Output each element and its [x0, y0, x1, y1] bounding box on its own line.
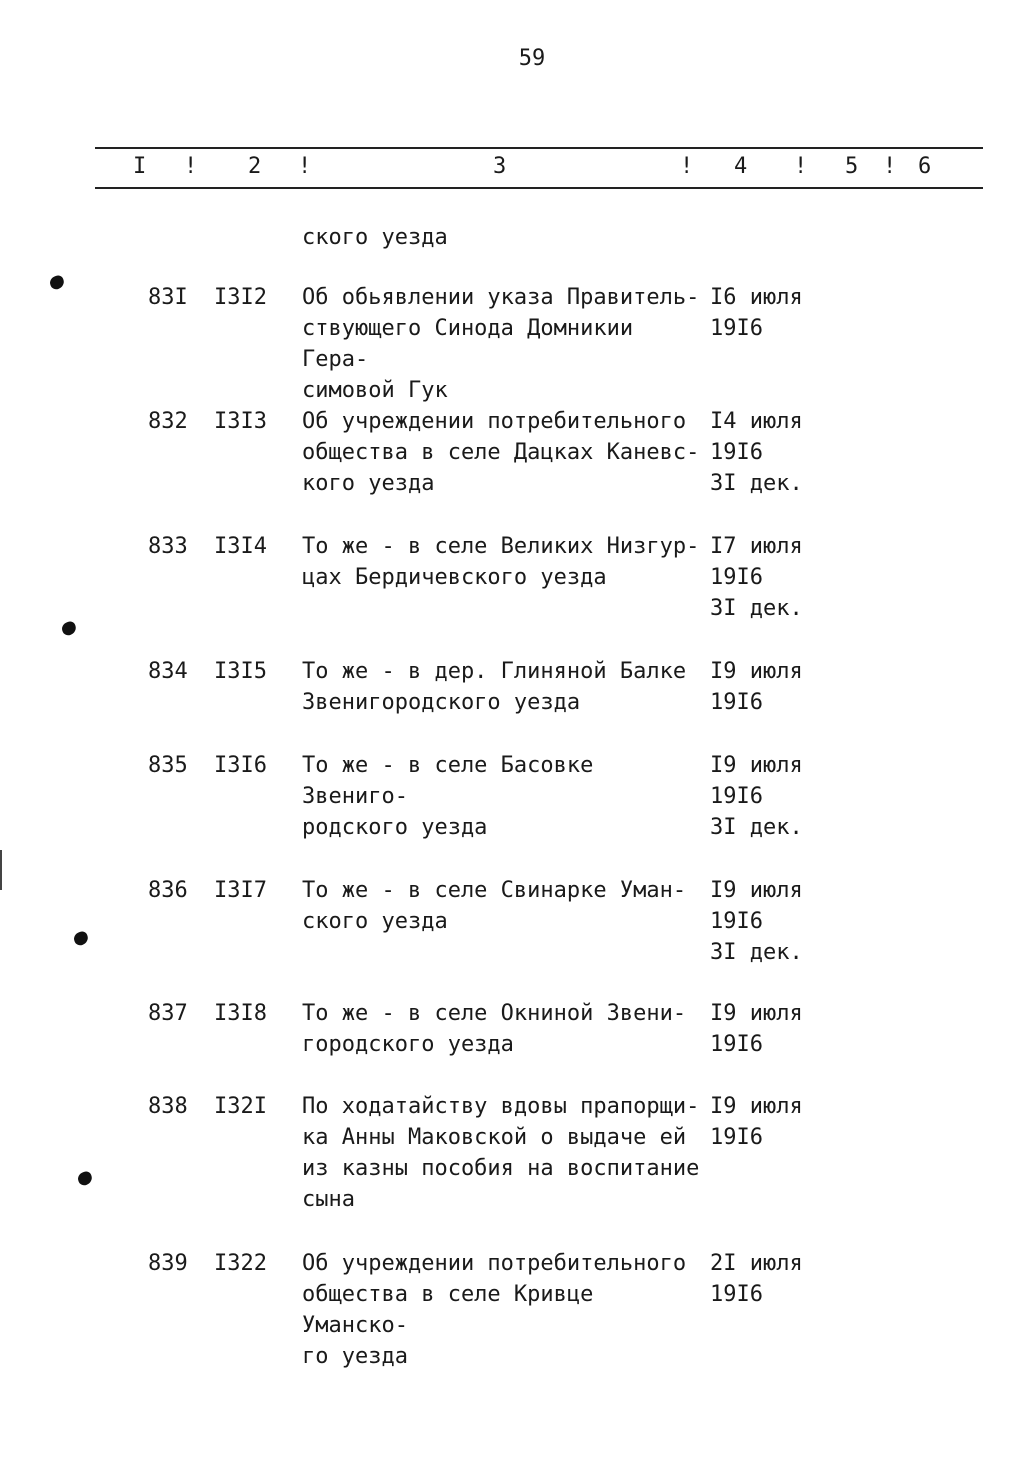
column-header-5: 5	[845, 154, 859, 179]
scan-edge-mark	[0, 850, 2, 890]
punch-hole-mark	[60, 620, 78, 637]
file-number: I3I8	[214, 1001, 267, 1026]
header-top-rule	[95, 147, 983, 149]
file-dates: I9 июля 19I6 3I дек.	[710, 878, 803, 965]
file-title: То же - в селе Окниной Звени- городского уезда	[302, 1001, 687, 1057]
column-header-1: I	[133, 154, 147, 179]
column-separator: !	[184, 154, 198, 179]
column-separator: !	[794, 154, 808, 179]
column-separator: !	[680, 154, 694, 179]
file-title: По ходатайству вдовы прапорщи- ка Анны Маковской о выдаче ей из казны пособия на воспитание сына	[302, 1094, 700, 1212]
file-dates: I6 июля 19I6	[710, 285, 803, 341]
header-bottom-rule	[95, 187, 983, 189]
file-title: То же - в дер. Глиняной Балке Звенигородского уезда	[302, 659, 687, 715]
column-separator: !	[883, 154, 897, 179]
file-dates: I4 июля 19I6 3I дек.	[710, 409, 803, 496]
column-header-3: 3	[493, 154, 507, 179]
row-number: 838	[148, 1094, 188, 1119]
row-number: 834	[148, 659, 188, 684]
punch-hole-mark	[48, 274, 66, 291]
file-number: I3I7	[214, 878, 267, 903]
row-number: 837	[148, 1001, 188, 1026]
row-number: 835	[148, 753, 188, 778]
row-number: 833	[148, 534, 188, 559]
column-header-2: 2	[248, 154, 262, 179]
file-number: I3I6	[214, 753, 267, 778]
continuation-text: ского уезда	[302, 225, 448, 250]
file-title: Об обьявлении указа Правитель- ствующего Синода Домникии Гера- симовой Гук	[302, 285, 700, 403]
file-dates: I9 июля 19I6	[710, 1001, 803, 1057]
punch-hole-mark	[72, 930, 90, 947]
file-number: I3I2	[214, 285, 267, 310]
column-header-4: 4	[734, 154, 748, 179]
file-title: Об учреждении потребительного общества в селе Дацках Каневс- кого уезда	[302, 409, 700, 496]
file-title: То же - в селе Великих Низгур- цах Бердичевского уезда	[302, 534, 700, 590]
row-number: 832	[148, 409, 188, 434]
file-dates: I7 июля 19I6 3I дек.	[710, 534, 803, 621]
file-dates: I9 июля 19I6	[710, 1094, 803, 1150]
file-number: I3I3	[214, 409, 267, 434]
file-dates: I9 июля 19I6 3I дек.	[710, 753, 803, 840]
punch-hole-mark	[76, 1170, 94, 1187]
file-title: То же - в селе Свинарке Уман- ского уезда	[302, 878, 687, 934]
file-number: I322	[214, 1251, 267, 1276]
file-title: То же - в селе Басовке Звениго- родского уезда	[302, 753, 594, 840]
file-number: I32I	[214, 1094, 267, 1119]
row-number: 83I	[148, 285, 188, 310]
column-header-6: 6	[918, 154, 932, 179]
row-number: 836	[148, 878, 188, 903]
file-number: I3I4	[214, 534, 267, 559]
file-number: I3I5	[214, 659, 267, 684]
file-title: Об учреждении потребительного общества в селе Кривце Уманско- го уезда	[302, 1251, 687, 1369]
page-number: 59	[518, 46, 546, 71]
file-dates: I9 июля 19I6	[710, 659, 803, 715]
row-number: 839	[148, 1251, 188, 1276]
column-separator: !	[298, 154, 312, 179]
file-dates: 2I июля 19I6	[710, 1251, 803, 1307]
